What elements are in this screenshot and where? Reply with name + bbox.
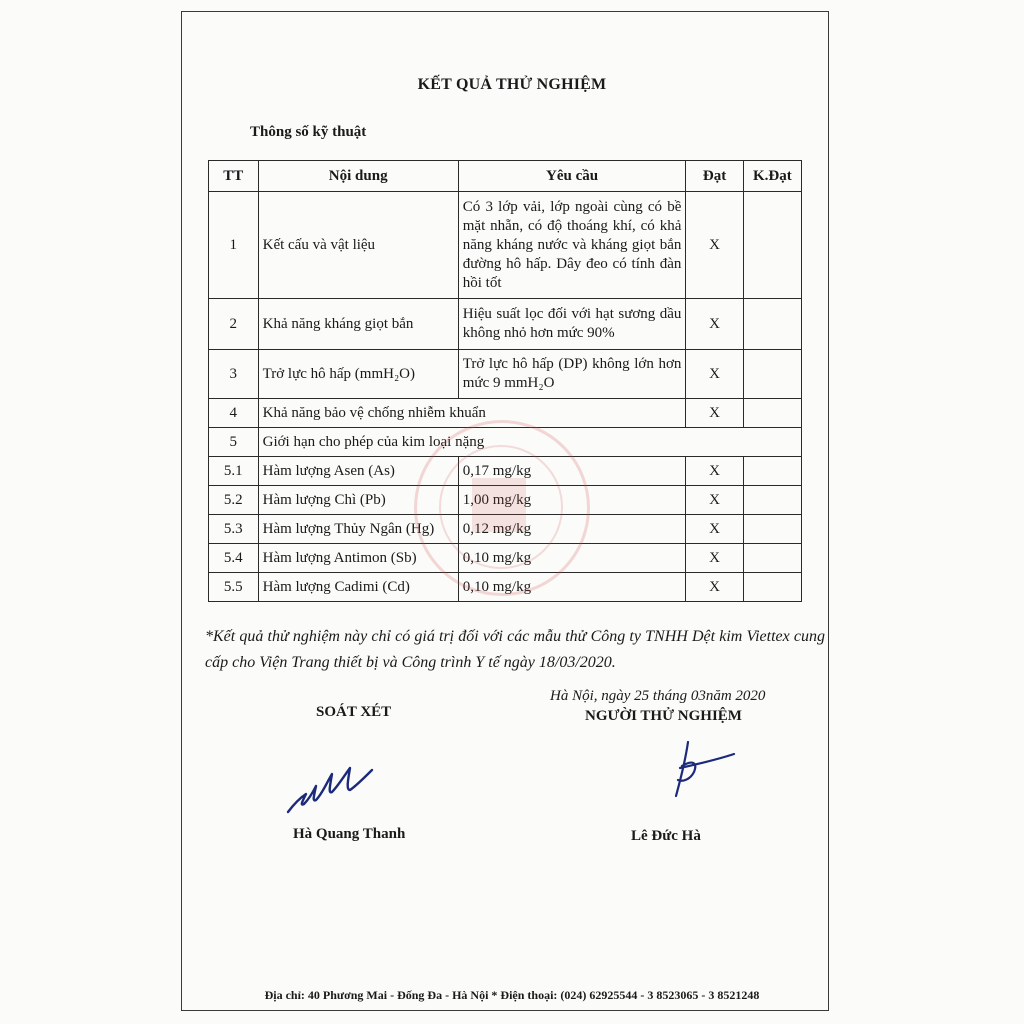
cell-dat: X <box>686 192 743 299</box>
cell-yeu-cau: 0,17 mg/kg <box>458 457 686 486</box>
table-row <box>209 192 802 299</box>
cell-yeu-cau: 1,00 mg/kg <box>458 486 686 515</box>
table-row <box>209 544 802 573</box>
cell-tt: 5.3 <box>209 515 259 544</box>
address-footer: Địa chỉ: 40 Phương Mai - Đống Đa - Hà Nội * Điện thoại: (024) 62925544 - 3 8523065 - 3 8521248 <box>264 988 760 1002</box>
cell-yeu-cau: Hiệu suất lọc đối với hạt sương dầu không nhỏ hơn mức 90% <box>458 299 686 350</box>
table-row <box>209 515 802 544</box>
cell-noi-dung: Khả năng bảo vệ chống nhiễm khuẩn <box>258 399 686 428</box>
cell-tt: 4 <box>209 399 259 428</box>
cell-tt: 5.5 <box>209 573 259 602</box>
validity-note: *Kết quả thử nghiệm này chỉ có giá trị đối với các mẫu thử Công ty TNHH Dệt kim Viettex cung cấp cho Viện Trang thiết bị và Công trình Y tế ngày 18/03/2020. <box>205 628 825 671</box>
cell-dat: X <box>686 486 743 515</box>
cell-dat: X <box>686 350 743 399</box>
spec-table <box>208 160 802 602</box>
reviewer-signature <box>280 760 380 820</box>
cell-k-dat <box>743 573 801 602</box>
cell-k-dat <box>743 350 801 399</box>
cell-dat: X <box>686 573 743 602</box>
table-row <box>209 299 802 350</box>
cell-yeu-cau: Có 3 lớp vải, lớp ngoài cùng có bề mặt nhẵn, có độ thoáng khí, có khả năng kháng nước và kháng giọt bắn đường hô hấp. Dây đeo có tính đàn hồi tốt <box>458 192 686 299</box>
cell-k-dat <box>743 515 801 544</box>
header-noi-dung: Nội dung <box>258 161 458 192</box>
place-date: Hà Nội, ngày 25 tháng 03năm 2020 <box>550 688 766 704</box>
table-row <box>209 350 802 399</box>
reviewer-name: Hà Quang Thanh <box>293 826 406 842</box>
cell-noi-dung: Giới hạn cho phép của kim loại nặng <box>258 428 801 457</box>
header-k-dat: K.Đạt <box>743 161 801 192</box>
reviewer-role: SOÁT XÉT <box>316 704 392 720</box>
cell-dat: X <box>686 399 743 428</box>
cell-k-dat <box>743 192 801 299</box>
tester-signature <box>668 738 738 802</box>
cell-dat: X <box>686 299 743 350</box>
cell-tt: 5.1 <box>209 457 259 486</box>
tester-role: NGƯỜI THỬ NGHIỆM <box>585 708 742 724</box>
cell-noi-dung: Trở lực hô hấp (mmH₂O) <box>258 350 458 399</box>
table-header-row <box>209 161 802 192</box>
cell-tt: 1 <box>209 192 259 299</box>
cell-tt: 2 <box>209 299 259 350</box>
header-tt: TT <box>209 161 259 192</box>
header-yeu-cau: Yêu cầu <box>458 161 686 192</box>
cell-tt: 3 <box>209 350 259 399</box>
cell-noi-dung: Hàm lượng Cadimi (Cd) <box>258 573 458 602</box>
cell-tt: 5 <box>209 428 259 457</box>
table-row <box>209 457 802 486</box>
table-row <box>209 428 802 457</box>
cell-k-dat <box>743 457 801 486</box>
table-row <box>209 399 802 428</box>
table-row <box>209 573 802 602</box>
cell-noi-dung: Hàm lượng Thủy Ngân (Hg) <box>258 515 458 544</box>
tester-name: Lê Đức Hà <box>631 828 701 844</box>
cell-noi-dung: Khả năng kháng giọt bắn <box>258 299 458 350</box>
cell-yeu-cau: 0,12 mg/kg <box>458 515 686 544</box>
cell-dat: X <box>686 544 743 573</box>
cell-k-dat <box>743 399 801 428</box>
header-dat: Đạt <box>686 161 743 192</box>
cell-k-dat <box>743 486 801 515</box>
cell-dat: X <box>686 457 743 486</box>
cell-yeu-cau: 0,10 mg/kg <box>458 573 686 602</box>
cell-dat: X <box>686 515 743 544</box>
table-row <box>209 486 802 515</box>
cell-noi-dung: Kết cấu và vật liệu <box>258 192 458 299</box>
cell-noi-dung: Hàm lượng Chì (Pb) <box>258 486 458 515</box>
cell-yeu-cau: Trở lực hô hấp (DP) không lớn hơn mức 9 mmH₂O <box>458 350 686 399</box>
cell-noi-dung: Hàm lượng Antimon (Sb) <box>258 544 458 573</box>
cell-yeu-cau: 0,10 mg/kg <box>458 544 686 573</box>
cell-k-dat <box>743 299 801 350</box>
cell-tt: 5.2 <box>209 486 259 515</box>
cell-k-dat <box>743 544 801 573</box>
section-subtitle: Thông số kỹ thuật <box>250 124 367 140</box>
cell-tt: 5.4 <box>209 544 259 573</box>
cell-noi-dung: Hàm lượng Asen (As) <box>258 457 458 486</box>
document-title: KẾT QUẢ THỬ NGHIỆM <box>417 76 607 93</box>
